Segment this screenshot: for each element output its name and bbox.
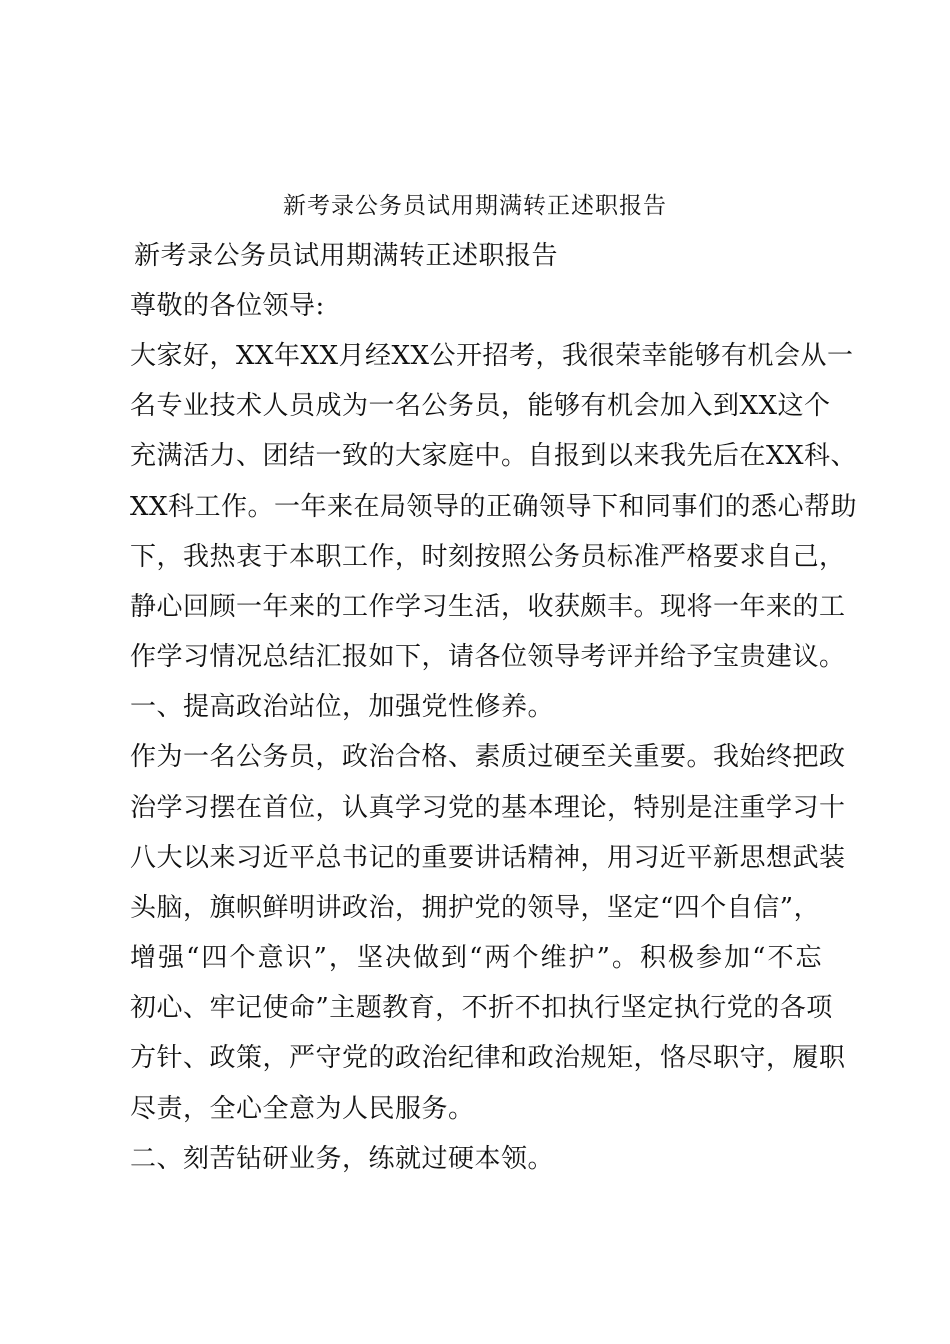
paragraph-line: 名专业技术人员成为一名公务员，能够有机会加入到XX这个 [130, 391, 831, 421]
section-heading-2: 二、刻苦钻研业务，练就过硬本领。 [130, 1144, 555, 1174]
paragraph-line: 静心回顾一年来的工作学习生活，收获颇丰。现将一年来的工 [130, 592, 846, 622]
paragraph-line: 治学习摆在首位，认真学习党的基本理论，特别是注重学习十 [130, 793, 846, 823]
paragraph-line: XX科工作。一年来在局领导的正确领导下和同事们的悉心帮助 [130, 492, 858, 522]
paragraph-line: 充满活力、团结一致的大家庭中。自报到以来我先后在XX科、 [130, 441, 858, 471]
document-title: 新考录公务员试用期满转正述职报告 [283, 193, 667, 219]
section-heading-1: 一、提高政治站位，加强党性修养。 [130, 692, 555, 722]
paragraph-line: 八大以来习近平总书记的重要讲话精神，用习近平新思想武装 [130, 843, 846, 873]
paragraph-line: 尽责，全心全意为人民服务。 [130, 1094, 475, 1124]
paragraph-line: 增强“四个意识”，坚决做到“两个维护”。积极参加“不忘 [130, 943, 822, 973]
paragraph-line: 头脑，旗帜鲜明讲政治，拥护党的领导，坚定“四个自信”， [130, 893, 821, 923]
subtitle-line: 新考录公务员试用期满转正述职报告 [134, 241, 559, 271]
salutation-line: 尊敬的各位领导: [130, 291, 325, 321]
paragraph-line: 初心、牢记使命”主题教育，不折不扣执行坚定执行党的各项 [130, 993, 833, 1023]
paragraph-line: 下，我热衷于本职工作，时刻按照公务员标准严格要求自己， [130, 542, 846, 572]
paragraph-line: 作学习情况总结汇报如下，请各位领导考评并给予宝贵建议。 [130, 642, 846, 672]
paragraph-line: 作为一名公务员，政治合格、素质过硬至关重要。我始终把政 [130, 742, 846, 772]
paragraph-line: 方针、政策，严守党的政治纪律和政治规矩，恪尽职守，履职 [130, 1043, 846, 1073]
paragraph-line: 大家好，XX年XX月经XX公开招考，我很荣幸能够有机会从一 [130, 341, 854, 371]
